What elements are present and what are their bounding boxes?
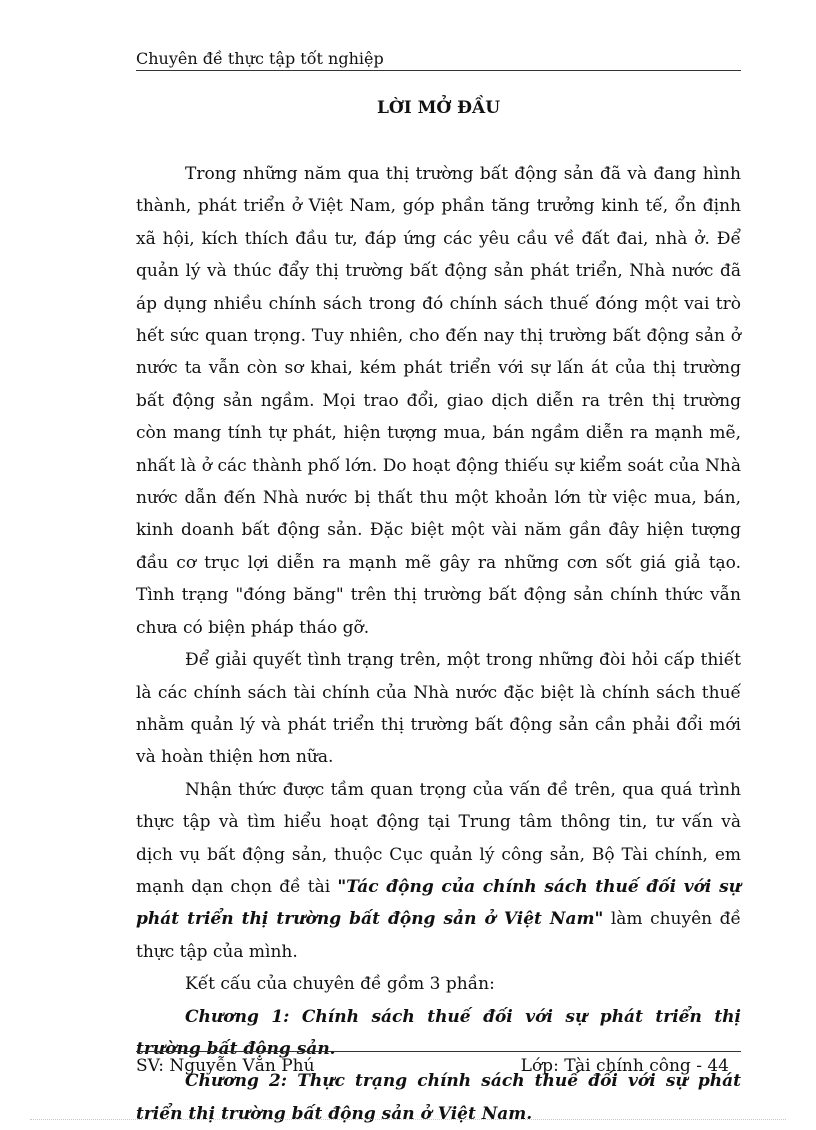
paragraph-solution: Để giải quyết tình trạng trên, một trong những đòi hỏi cấp thiết là các chính sách tài chính của Nhà nước đặc biệt là chính sách thuế nhằm quản lý và phát triển thị trường bất động sản cần phải đổi mới và hoàn thiện hơn nữa. xyxy=(136,650,741,768)
page-title: LỜI MỞ ĐẦU xyxy=(376,98,501,118)
paragraph-intro: Trong những năm qua thị trường bất động sản đã và đang hình thành, phát triển ở Việt Nam, góp phần tăng trưởng kinh tế, ổn định xã hội, kích thích đầu tư, đáp ứng các yêu cầu về đất đai, nhà ở. Để quản lý và thúc đẩy thị trường bất động sản phát triển, Nhà nước đã áp dụng nhiều chính sách trong đó chính sách thuế đóng một vai trò hết sức quan trọng. Tuy nhiên, cho đến nay thị trường bất động sản ở nước ta vẫn còn sơ khai, kém phát triển với sự lấn át của thị trường bất động sản ngầm. Mọi trao đổi, giao dịch diễn ra trên thị trường còn mang tính tự phát, hiện tượng mua, bán ngầm diễn ra mạnh mẽ, nhất là ở các thành phố lớn. Do hoạt động thiếu sự kiểm soát của Nhà nước dẫn đến Nhà nước bị thất thu một khoản lớn từ việc mua, bán, kinh doanh bất động sản. Đặc biệt một vài năm gần đây hiện tượng đầu cơ trục lợi diễn ra mạnh mẽ gây ra những cơn sốt giá giả tạo. Tình trạng "đóng băng" trên thị trường bất động sản chính thức vẫn chưa có biện pháp tháo gỡ. xyxy=(136,164,741,638)
document-body xyxy=(136,158,741,1130)
footer-class: Lớp: Tài chính công - 44 xyxy=(520,1056,729,1076)
chapter-2: Chương 2: Thực trạng chính sách thuế đối với sự phát triển thị trường bất động sản ở Việt Nam. xyxy=(136,1071,741,1124)
footer-student: SV: Nguyễn Văn Phú xyxy=(136,1056,315,1076)
page-bottom-divider xyxy=(30,1119,786,1120)
page-footer xyxy=(136,1051,741,1077)
paragraph-topic xyxy=(136,774,741,968)
page-header: Chuyên đề thực tập tốt nghiệp xyxy=(136,49,741,71)
paragraph-structure: Kết cấu của chuyên đề gồm 3 phần: xyxy=(185,974,495,995)
paragraph-topic-end: làm chuyên đề thực tập của mình. xyxy=(136,909,741,962)
topic-title: "Tác động của chính sách thuế đối với sự phát triển thị trường bất động sản ở Việt Nam" xyxy=(136,876,741,930)
paragraph-topic-intro: Nhận thức được tầm quan trọng của vấn đề trên, qua quá trình thực tập và tìm hiểu hoạt động tại Trung tâm thông tin, tư vấn và dịch vụ bất động sản, thuộc Cục quản lý công sản, Bộ Tài chính, em mạnh dạn chọn đề tài xyxy=(136,779,741,897)
chapter-1: Chương 1: Chính sách thuế đối với sự phát triển thị trường bất động sản. xyxy=(136,1006,741,1059)
